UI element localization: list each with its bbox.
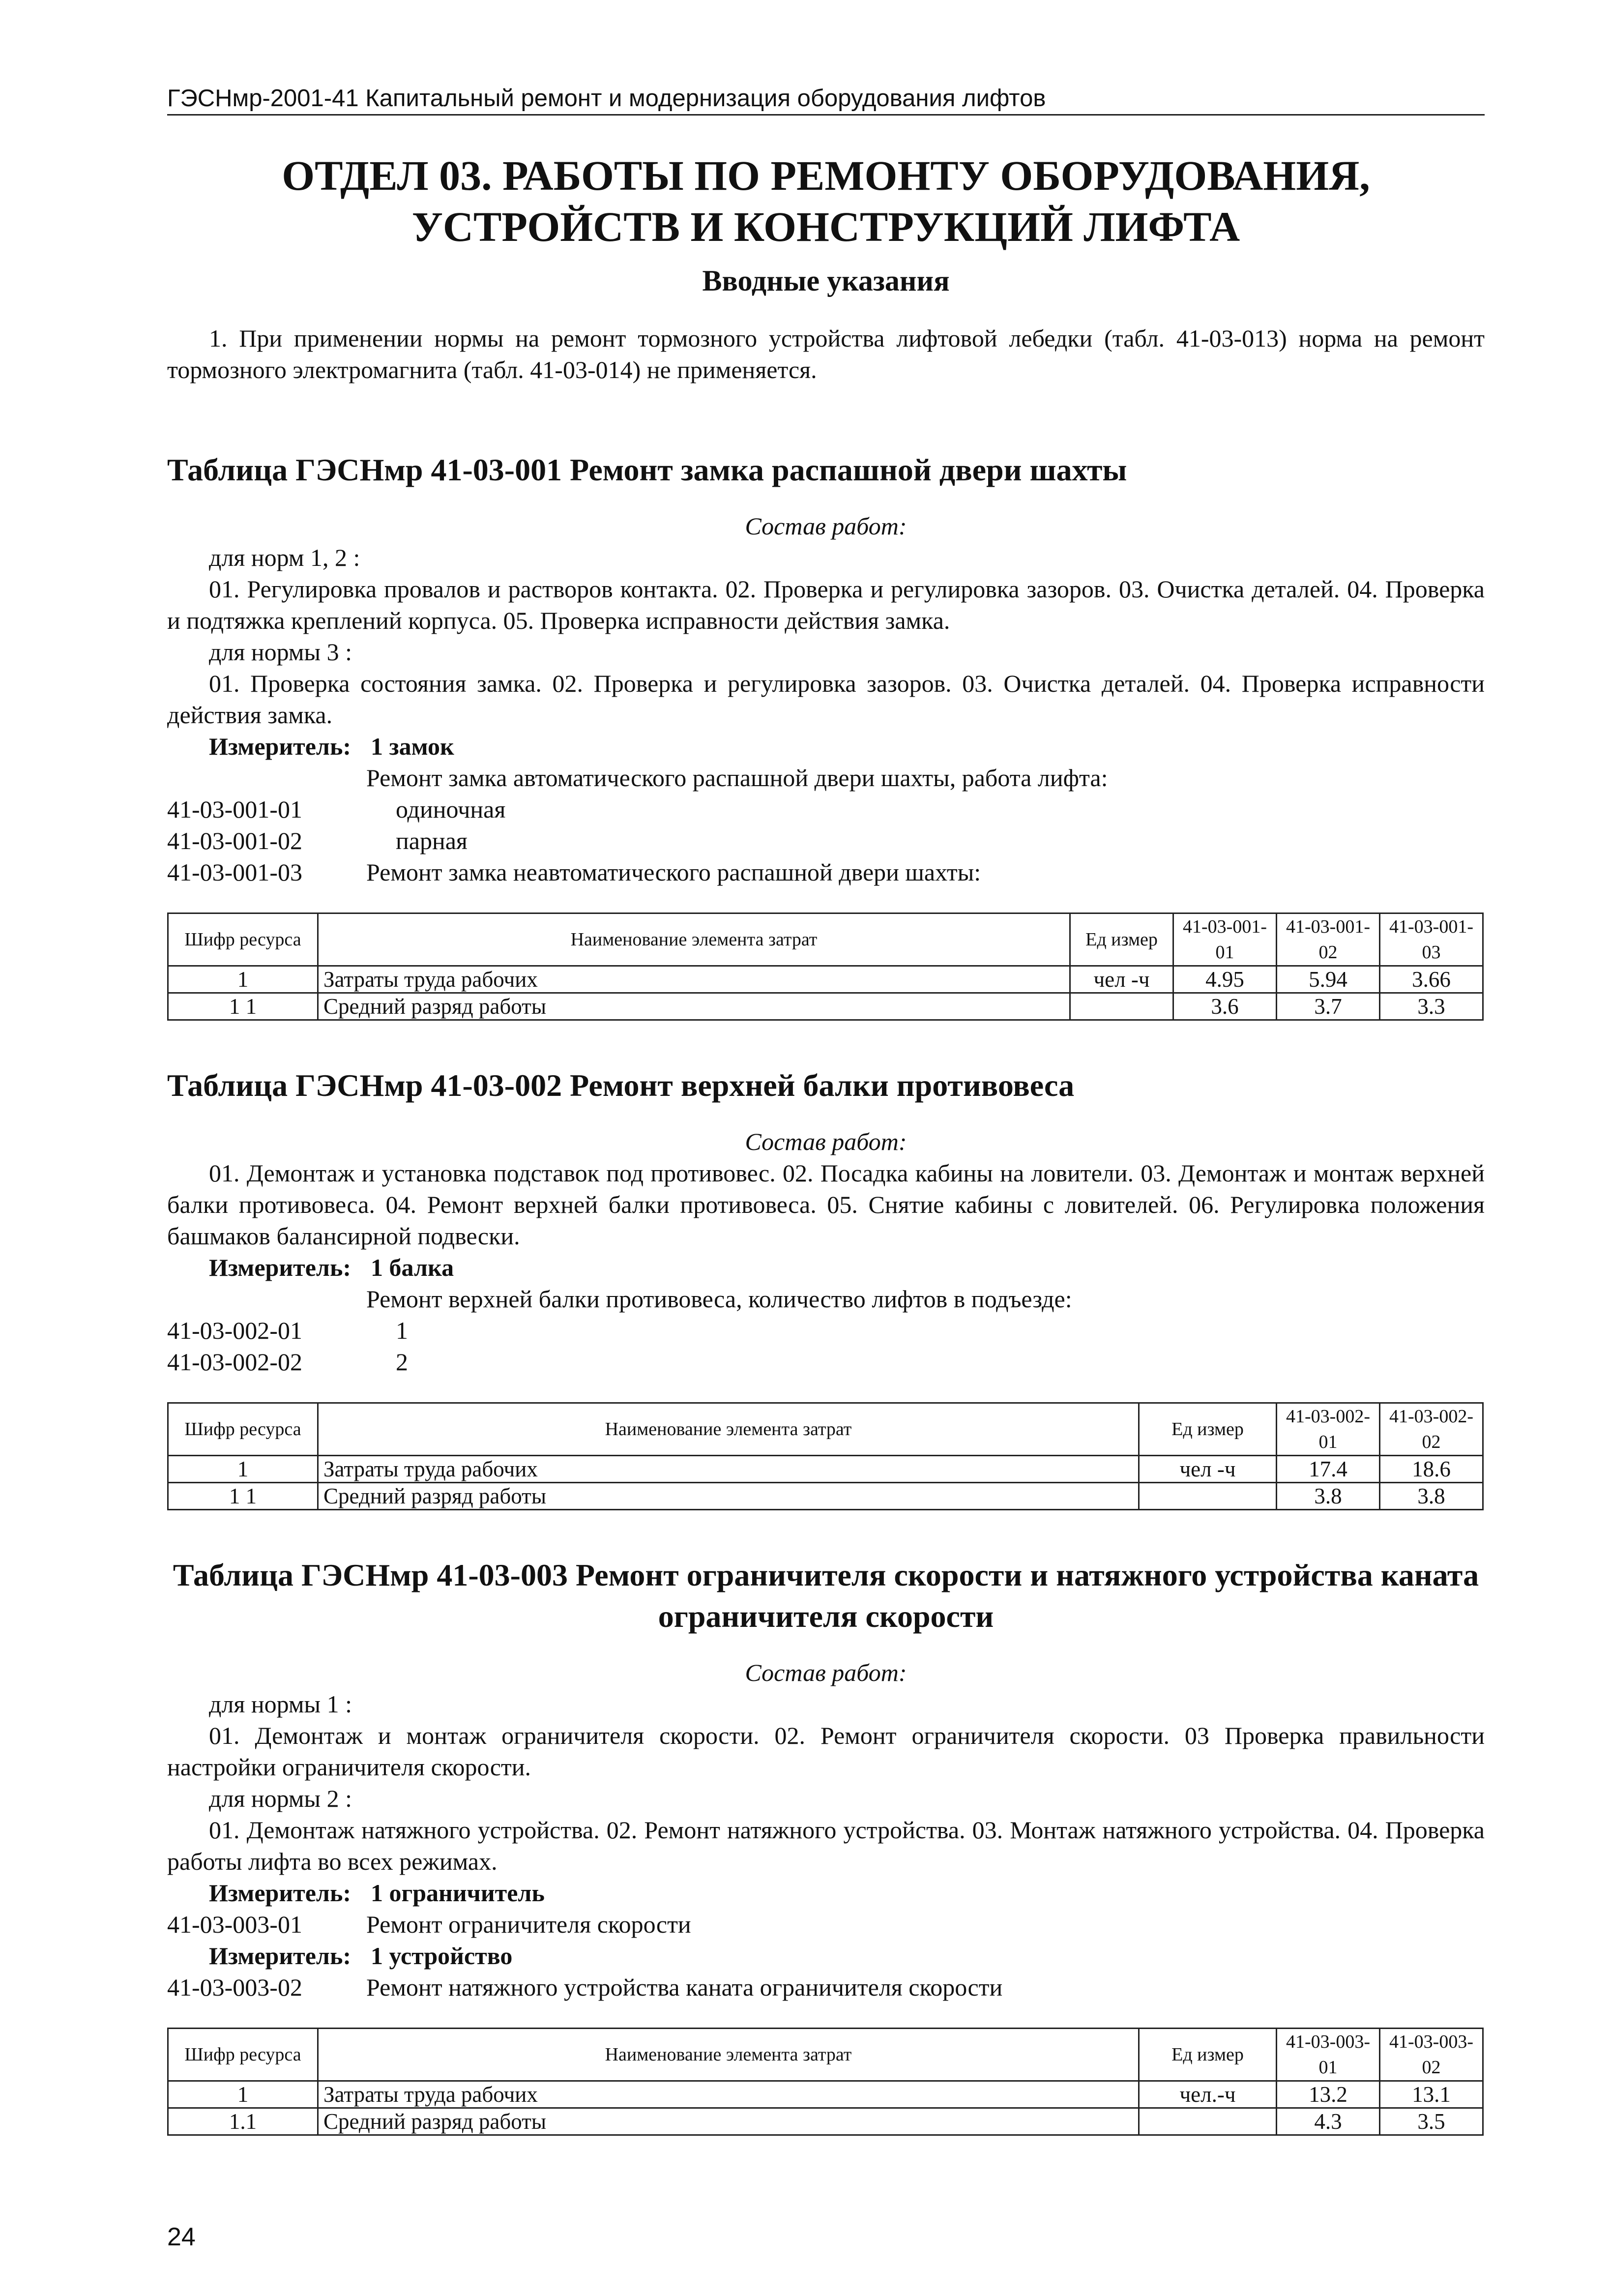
norm-text: Ремонт замка неавтоматического распашной двери шахты: [366, 858, 981, 886]
table1-sub1: для норм 1, 2 : [209, 544, 360, 571]
cell-code: 1.1 [168, 2108, 318, 2135]
table-row [168, 2081, 1483, 2108]
cell-unit: чел -ч [1070, 966, 1173, 993]
header-norm-col: 41-03-003-02 [1380, 2029, 1483, 2081]
section-title: ОТДЕЛ 03. РАБОТЫ ПО РЕМОНТУ ОБОРУДОВАНИЯ, УСТРОЙСТВ И КОНСТРУКЦИЙ ЛИФТА [282, 152, 1370, 250]
table1-works1: 01. Регулировка провалов и растворов контакта. 02. Проверка и регулировка зазоров. 03. Очистка деталей. 04. Проверка и подтяжка креплений корпуса. 05. Проверка исправности действия замка. [167, 575, 1485, 634]
norm-text: одиночная [396, 795, 506, 823]
cell-value: 3.5 [1380, 2108, 1483, 2135]
cell-value: 3.8 [1277, 1483, 1380, 1510]
cell-value: 3.7 [1277, 993, 1380, 1020]
cell-name: Затраты труда рабочих [318, 1456, 1139, 1483]
table2-norm-heading: Ремонт верхней балки противовеса, количество лифтов в подъезде: [366, 1285, 1072, 1313]
norm-code: 41-03-002-02 [167, 1348, 302, 1376]
table-row [168, 1483, 1483, 1510]
table-row [168, 1456, 1483, 1483]
cell-unit [1139, 1483, 1277, 1510]
cell-code: 1 [168, 2081, 318, 2108]
cell-value: 13.2 [1277, 2081, 1380, 2108]
table1-norm-heading: Ремонт замка автоматического распашной двери шахты, работа лифта: [366, 764, 1108, 792]
norm-text: Ремонт ограничителя скорости [366, 1911, 691, 1938]
norm-code: 41-03-001-02 [167, 827, 302, 854]
header-norm-col: 41-03-001-02 [1277, 913, 1380, 966]
cell-value: 4.3 [1277, 2108, 1380, 2135]
measure-value: 1 ограничитель [371, 1879, 545, 1907]
header-norm-col: 41-03-001-01 [1173, 913, 1277, 966]
header-unit: Ед измер [1139, 2029, 1277, 2081]
norm-code: 41-03-001-01 [167, 795, 302, 823]
norm-code: 41-03-003-01 [167, 1911, 302, 1938]
norm-code: 41-03-001-03 [167, 858, 302, 886]
header-element: Наименование элемента затрат [318, 1403, 1139, 1456]
table1-title: Таблица ГЭСНмр 41-03-001 Ремонт замка распашной двери шахты [167, 452, 1127, 487]
table3-sub1: для нормы 1 : [209, 1690, 352, 1718]
table1-sub2: для нормы 3 : [209, 638, 352, 666]
table-header-row [168, 1403, 1483, 1456]
header-resource: Шифр ресурса [168, 913, 318, 966]
table-header-row [168, 913, 1483, 966]
cell-code: 1 [168, 1456, 318, 1483]
norm-row [167, 794, 1485, 825]
norm-row [167, 1909, 1485, 1940]
norm-text: парная [396, 827, 468, 854]
norm-row [167, 1972, 1485, 2003]
cell-code: 1 [168, 966, 318, 993]
cell-unit: чел.-ч [1139, 2081, 1277, 2108]
cell-name: Средний разряд работы [318, 1483, 1139, 1510]
cell-name: Средний разряд работы [318, 2108, 1139, 2135]
norm-text: Ремонт натяжного устройства каната ограничителя скорости [366, 1973, 1003, 2001]
table2-works: 01. Демонтаж и установка подставок под противовес. 02. Посадка кабины на ловители. 03. Демонтаж и монтаж верхней балки противовеса. 04. Ремонт верхней балки противовеса. 05. Снятие кабины с ловителей. 06. Регулировка положения башмаков балансирной подвески. [167, 1159, 1485, 1250]
table3-sub2: для нормы 2 : [209, 1785, 352, 1812]
table1-measure [167, 731, 1485, 762]
cell-code: 1 1 [168, 993, 318, 1020]
table3-measure2 [167, 1940, 1485, 1972]
cell-value: 3.3 [1380, 993, 1483, 1020]
table3 [167, 2028, 1484, 2136]
intro-title: Вводные указания [702, 265, 950, 297]
header-unit: Ед измер [1139, 1403, 1277, 1456]
table1-works2: 01. Проверка состояния замка. 02. Проверка и регулировка зазоров. 03. Очистка деталей. 04. Проверка исправности действия замка. [167, 670, 1485, 729]
norm-text: 2 [396, 1348, 408, 1376]
table3-works-label: Состав работ: [745, 1659, 907, 1686]
norm-text: 1 [396, 1317, 408, 1344]
header-element: Наименование элемента затрат [318, 913, 1070, 966]
header-norm-col: 41-03-002-01 [1277, 1403, 1380, 1456]
running-header: ГЭСНмр-2001-41 Капитальный ремонт и модернизация оборудования лифтов [167, 84, 1485, 116]
header-resource: Шифр ресурса [168, 1403, 318, 1456]
table3-works2: 01. Демонтаж натяжного устройства. 02. Ремонт натяжного устройства. 03. Монтаж натяжного устройства. 04. Проверка работы лифта во всех режимах. [167, 1816, 1485, 1875]
cell-value: 13.1 [1380, 2081, 1483, 2108]
cell-code: 1 1 [168, 1483, 318, 1510]
cell-unit [1139, 2108, 1277, 2135]
table2-measure [167, 1252, 1485, 1283]
measure-value: 1 балка [371, 1254, 454, 1281]
measure-label: Измеритель: [209, 733, 351, 760]
cell-unit: чел -ч [1139, 1456, 1277, 1483]
measure-label: Измеритель: [209, 1254, 351, 1281]
header-resource: Шифр ресурса [168, 2029, 318, 2081]
cell-value: 17.4 [1277, 1456, 1380, 1483]
table3-measure1 [167, 1877, 1485, 1909]
cell-value: 3.66 [1380, 966, 1483, 993]
header-element: Наименование элемента затрат [318, 2029, 1139, 2081]
cell-name: Затраты труда рабочих [318, 2081, 1139, 2108]
measure-label: Измеритель: [209, 1879, 351, 1907]
norm-row [167, 825, 1485, 856]
table2-title: Таблица ГЭСНмр 41-03-002 Ремонт верхней балки противовеса [167, 1068, 1075, 1103]
table-row [168, 2108, 1483, 2135]
table1 [167, 913, 1484, 1021]
measure-value: 1 замок [371, 733, 454, 760]
table-header-row [168, 2029, 1483, 2081]
norm-row [167, 856, 1485, 888]
norm-code: 41-03-002-01 [167, 1317, 302, 1344]
table3-title: Таблица ГЭСНмр 41-03-003 Ремонт ограничителя скорости и натяжного устройства каната ограничителя скорости [173, 1558, 1479, 1634]
cell-unit [1070, 993, 1173, 1020]
table-row [168, 966, 1483, 993]
header-norm-col: 41-03-001-03 [1380, 913, 1483, 966]
intro-text: 1. При применении нормы на ремонт тормозного устройства лифтовой лебедки (табл. 41-03-013) норма на ремонт тормозного электромагнита (табл. 41-03-014) не применяется. [167, 324, 1485, 383]
norm-row [167, 1346, 1485, 1378]
header-unit: Ед измер [1070, 913, 1173, 966]
page-number: 24 [167, 2223, 196, 2251]
table2 [167, 1402, 1484, 1510]
measure-label: Измеритель: [209, 1942, 351, 1970]
norm-row [167, 1315, 1485, 1346]
cell-name: Затраты труда рабочих [318, 966, 1070, 993]
table-row [168, 993, 1483, 1020]
cell-value: 4.95 [1173, 966, 1277, 993]
header-norm-col: 41-03-002-02 [1380, 1403, 1483, 1456]
measure-value: 1 устройство [371, 1942, 513, 1970]
cell-value: 3.8 [1380, 1483, 1483, 1510]
document-page [167, 84, 1485, 2136]
norm-code: 41-03-003-02 [167, 1973, 302, 2001]
header-norm-col: 41-03-003-01 [1277, 2029, 1380, 2081]
table3-works1: 01. Демонтаж и монтаж ограничителя скорости. 02. Ремонт ограничителя скорости. 03 Проверка правильности настройки ограничителя скорости. [167, 1722, 1485, 1781]
table2-works-label: Состав работ: [745, 1128, 907, 1155]
table1-works-label: Состав работ: [745, 512, 907, 540]
cell-value: 3.6 [1173, 993, 1277, 1020]
cell-value: 18.6 [1380, 1456, 1483, 1483]
cell-name: Средний разряд работы [318, 993, 1070, 1020]
cell-value: 5.94 [1277, 966, 1380, 993]
